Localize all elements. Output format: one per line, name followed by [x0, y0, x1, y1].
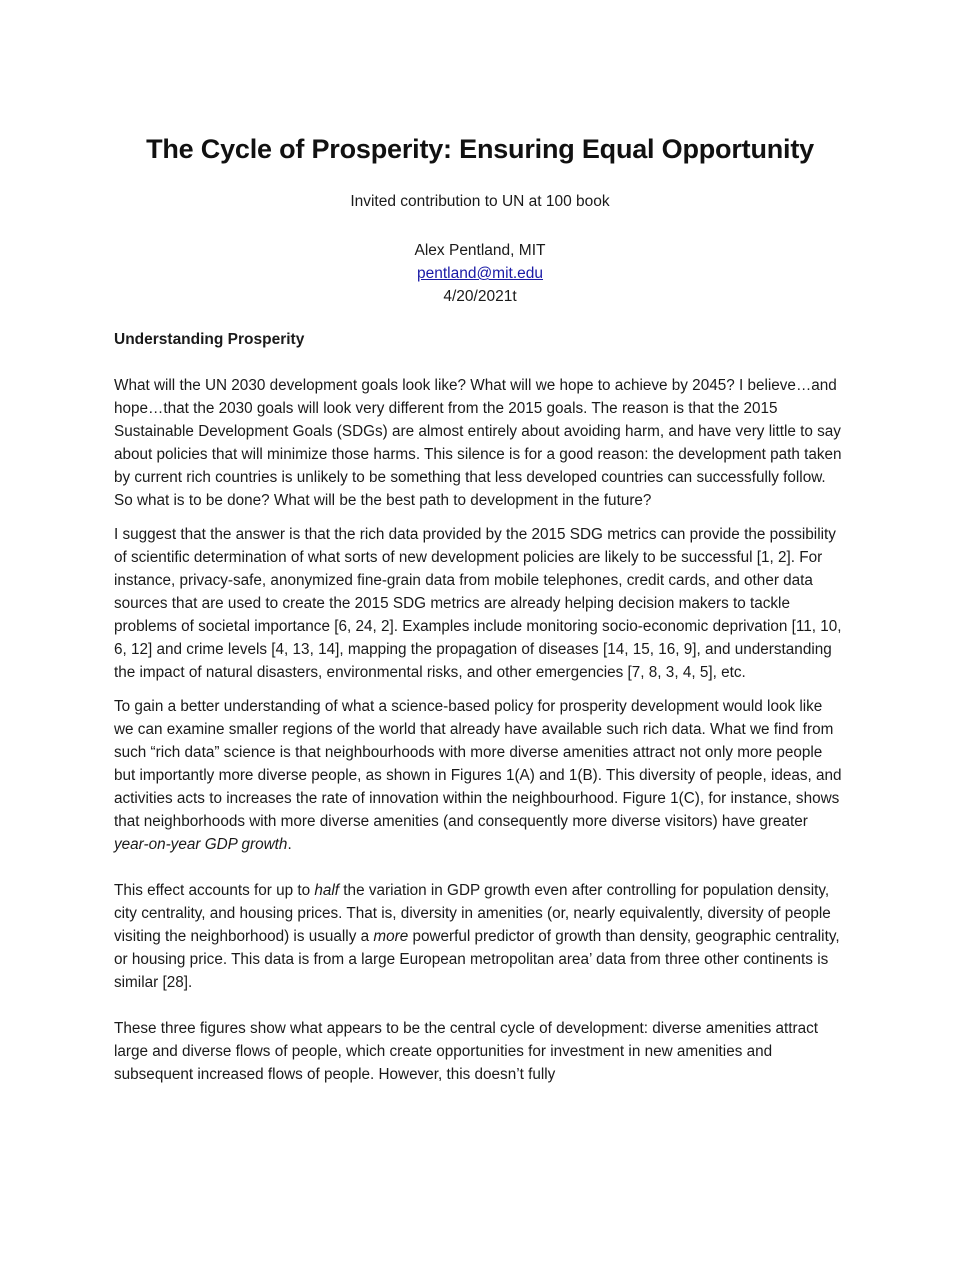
- paragraph-1: What will the UN 2030 development goals look like? What will we hope to achieve by 2045? I believe…and hope…that the 2030 goals will look very different from the 2015 goals. The reason is that the 2015 Sustainable Development Goals (SDGs) are almost entirely about avoiding harm, and have very little to say about policies that will minimize those harms. This silence is for a good reason: the development path taken by current rich countries is unlikely to be something that less developed countries can successfully follow. So what is to be done? What will be the best path to development in the future?: [114, 377, 842, 509]
- paper-date: 4/20/2021t: [443, 288, 517, 305]
- paragraph-3: [114, 695, 844, 856]
- paragraph-3-end: .: [287, 836, 292, 853]
- author-name: Alex Pentland, MIT: [414, 242, 546, 259]
- paragraph-4: [114, 879, 844, 994]
- paragraph-4-emphasis-more: more: [373, 928, 409, 945]
- paper-subtitle: Invited contribution to UN at 100 book: [350, 193, 610, 210]
- paragraph-4-text-c: powerful predictor of growth than density, geographic centrality, or housing price. This data is from a large European metropolitan area’ data from three other continents is similar [28].: [114, 928, 840, 991]
- author-block: [0, 239, 960, 308]
- paragraph-5: These three figures show what appears to be the central cycle of development: diverse amenities attract large and diverse flows of people, which create opportunities for investment in new amenities and subsequent increased flows of people. However, this doesn’t fully: [114, 1020, 819, 1083]
- paragraph-3-text: To gain a better understanding of what a science-based policy for prosperity development would look like we can examine smaller regions of the world that already have available such rich data. What we find from such “rich data” science is that neighbourhoods with more diverse amenities attract not only more people but importantly more diverse people, as shown in Figures 1(A) and 1(B). This diversity of people, ideas, and activities acts to increases the rate of innovation within the neighbourhood. Figure 1(C), for instance, shows that neighborhoods with more diverse amenities (and consequently more diverse visitors) have greater: [114, 698, 842, 830]
- paper-title: The Cycle of Prosperity: Ensuring Equal Opportunity: [146, 134, 814, 164]
- paragraph-4-text-a: This effect accounts for up to: [114, 882, 315, 899]
- body-text: [114, 374, 844, 1086]
- paragraph-2: I suggest that the answer is that the rich data provided by the 2015 SDG metrics can provide the possibility of scientific determination of what sorts of new development policies are likely to be successful [1, 2]. For instance, privacy-safe, anonymized fine-grain data from mobile telephones, credit cards, and other data sources that are used to create the 2015 SDG metrics are already helping decision makers to tackle problems of societal importance [6, 24, 2]. Examples include monitoring socio-economic deprivation [11, 10, 6, 12] and crime levels [4, 13, 14], mapping the propagation of diseases [14, 15, 16, 9], and understanding the impact of natural disasters, environmental risks, and other emergencies [7, 8, 3, 4, 5], etc.: [114, 526, 842, 681]
- paragraph-3-emphasis: year-on-year GDP growth: [114, 836, 288, 853]
- section-heading: Understanding Prosperity: [114, 331, 305, 348]
- paragraph-4-text-b: the variation in GDP growth even after controlling for population density, city centrality, and housing prices. That is, diversity in amenities (or, nearly equivalently, diversity of people visiting the neighborhood) is usually a: [114, 882, 831, 945]
- paragraph-4-emphasis-half: half: [314, 882, 340, 899]
- author-email-link[interactable]: pentland@mit.edu: [416, 265, 544, 282]
